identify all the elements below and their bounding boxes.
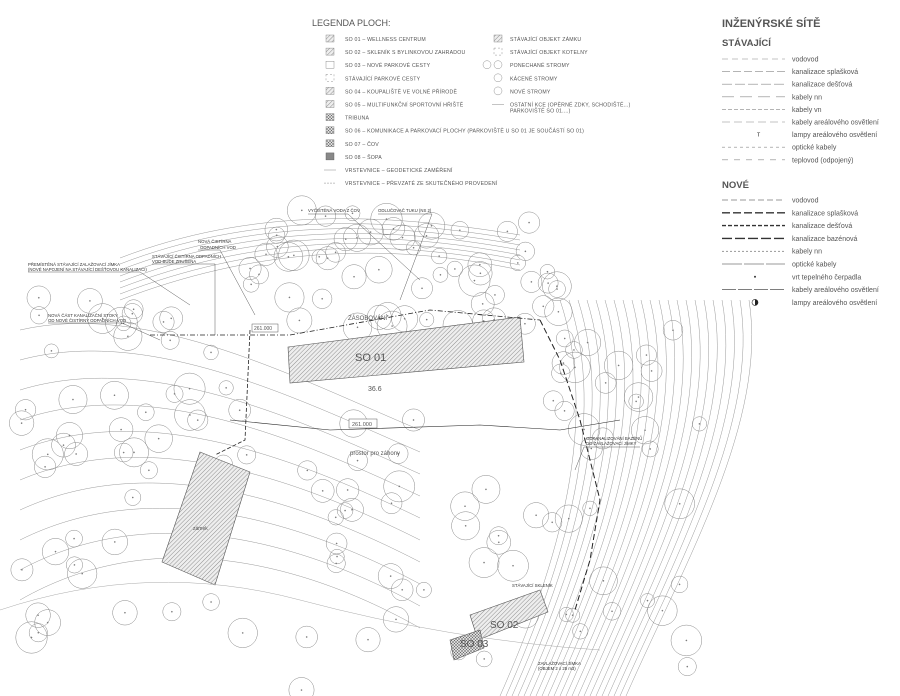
contour-lines xyxy=(20,219,752,696)
legend-item-label: SO 08 – ŠOPA xyxy=(345,154,382,161)
tree-center-icon xyxy=(572,615,573,616)
beds-label: prostor pro záhony xyxy=(350,451,401,457)
legend-network-item xyxy=(722,120,879,127)
tree-icon xyxy=(494,87,502,95)
legend-item-label: VRSTEVNICE – PŘEVZATÉ ZE SKUTEČNÉHO PROVEDENÍ xyxy=(345,181,498,188)
legend-network-label: vodovod xyxy=(792,56,819,64)
tree-center-icon xyxy=(251,284,252,285)
tree-center-icon xyxy=(289,297,290,298)
tree-center-icon xyxy=(197,420,198,421)
tree-center-icon xyxy=(127,336,128,337)
tree-center-icon xyxy=(399,486,400,487)
pattern-swatch-icon xyxy=(326,127,334,134)
hatch-swatch-icon xyxy=(326,48,334,55)
legend-item-label: STÁVAJÍCÍ OBJEKT ZÁMKU xyxy=(510,37,582,43)
legend-network-item xyxy=(722,94,822,101)
tree-center-icon xyxy=(568,518,569,519)
pattern-swatch-icon xyxy=(326,114,334,121)
tree-center-icon xyxy=(564,338,565,339)
tree-center-icon xyxy=(605,382,606,383)
callout: (OBJEM 2 x 25 m3) xyxy=(538,666,576,671)
legend-item xyxy=(326,127,584,135)
tree-center-icon xyxy=(392,325,393,326)
tree-center-icon xyxy=(566,614,567,615)
legend-item-label: SO 05 – MULTIFUNKČNÍ SPORTOVNÍ HŘIŠTĚ xyxy=(345,102,464,109)
legend-network-item xyxy=(722,223,852,230)
empty-swatch-icon xyxy=(326,61,334,68)
tree-center-icon xyxy=(647,600,648,601)
legend-item-label: STÁVAJÍCÍ OBJEKT KOTELNY xyxy=(510,50,588,57)
legend-item xyxy=(326,35,426,43)
tree-center-icon xyxy=(498,535,499,536)
tree-center-icon xyxy=(319,256,320,257)
legend-network-item xyxy=(722,157,854,164)
legend-network-label: kanalizace dešťová xyxy=(792,223,853,231)
tree-center-icon xyxy=(459,230,460,231)
tree-center-icon xyxy=(51,350,52,351)
legend-network-label: kabely areálového osvětlení xyxy=(792,119,879,127)
tree-center-icon xyxy=(21,569,22,570)
legend-item-label: TRIBUNA xyxy=(345,115,370,122)
legend-item-label: PARKOVIŠTĚ SO 01....) xyxy=(510,108,571,115)
level-label: 261.000 xyxy=(352,422,372,428)
tree-center-icon xyxy=(351,509,352,510)
hatch-swatch-icon xyxy=(494,35,502,42)
tree-center-icon xyxy=(357,460,358,461)
tree-center-icon xyxy=(524,323,525,324)
tree-center-icon xyxy=(114,541,115,542)
tree-center-icon xyxy=(618,365,619,366)
callout: NOVÁ ČÁST KANALIZAČNÍ STOKY xyxy=(48,313,118,318)
legend-item-label: SO 06 – KOMUNIKACE A PARKOVACÍ PLOCHY (PARKOVIŠTĚ U SO 01 JE SOUČÁSTÍ SO 01) xyxy=(345,128,585,135)
legend-network-item xyxy=(722,236,857,243)
legend-network-item xyxy=(722,198,819,205)
legend-item-label: SO 07 – ČOV xyxy=(345,141,379,148)
tree-center-icon xyxy=(158,438,159,439)
contour-line xyxy=(578,300,683,696)
legend-item xyxy=(326,61,431,69)
contour-line xyxy=(620,300,743,696)
tree-center-icon xyxy=(120,429,121,430)
contour-line xyxy=(584,300,692,696)
tree-center-icon xyxy=(573,349,574,350)
tree-center-icon xyxy=(494,294,495,295)
tree-center-icon xyxy=(335,252,336,253)
dashed-swatch-icon xyxy=(326,74,334,81)
tree-center-icon xyxy=(344,510,345,511)
tree-center-icon xyxy=(558,311,559,312)
tree-center-icon xyxy=(301,210,302,211)
legend-network-item xyxy=(752,299,877,307)
tree-center-icon xyxy=(31,637,32,638)
tree-center-icon xyxy=(464,506,465,507)
tree-center-icon xyxy=(307,470,308,471)
hatch-swatch-icon xyxy=(326,87,334,94)
tree-center-icon xyxy=(507,231,508,232)
tree-center-icon xyxy=(47,622,48,623)
legend-network-item xyxy=(722,249,822,256)
tree-center-icon xyxy=(133,452,134,453)
legend-network-item xyxy=(754,274,861,281)
tree-center-icon xyxy=(133,309,134,310)
tree-center-icon xyxy=(413,247,414,248)
tree-center-icon xyxy=(63,445,64,446)
tree-center-icon xyxy=(662,610,663,611)
legend-item xyxy=(326,48,465,56)
callout: STÁVAJÍCÍ ČISTÍRNA ODPADNÍCH xyxy=(152,254,222,259)
tree-center-icon xyxy=(423,589,424,590)
tree-center-icon xyxy=(325,216,326,217)
tree-icon xyxy=(494,74,502,82)
legend-network-label: vrt tepelného čerpadla xyxy=(792,274,862,282)
tree-center-icon xyxy=(38,315,39,316)
legend-item xyxy=(494,35,581,43)
tree-center-icon xyxy=(114,395,115,396)
legend-network-item xyxy=(722,82,852,89)
callout: ZAVLAŽOVACÍ JÍMKA xyxy=(538,661,581,666)
hatch-swatch-icon xyxy=(326,101,334,108)
tree-center-icon xyxy=(378,269,379,270)
tree-center-icon xyxy=(322,490,323,491)
legend-item-label: KÁCENÉ STROMY xyxy=(510,76,558,83)
tree-center-icon xyxy=(277,246,278,247)
tree-center-icon xyxy=(402,589,403,590)
tree-center-icon xyxy=(591,448,592,449)
tree-center-icon xyxy=(387,315,388,316)
tree-center-icon xyxy=(439,256,440,257)
tree-center-icon xyxy=(638,396,639,397)
tree-center-icon xyxy=(687,666,688,667)
tree-center-icon xyxy=(498,542,499,543)
contour-line xyxy=(590,300,700,696)
legend-item-label: VRSTEVNICE – GEODETICKÉ ZAMĚŘENÍ xyxy=(345,168,453,174)
tree-center-icon xyxy=(163,321,164,322)
tree-center-icon xyxy=(347,489,348,490)
legend-network-label: kabely nn xyxy=(792,94,822,102)
legend-network-item xyxy=(757,132,877,140)
legend-network-item xyxy=(722,69,858,76)
tree-center-icon xyxy=(603,580,604,581)
tree-center-icon xyxy=(580,631,581,632)
legend-network-label: kanalizace splašková xyxy=(792,210,859,218)
callout: VOD BUDE ZRUŠENA xyxy=(152,259,197,264)
tree-center-icon xyxy=(21,423,22,424)
callout: DO ZAVLAŽOVACÍ JÍMKY xyxy=(586,441,637,446)
hatch-swatch-icon xyxy=(326,35,334,42)
tree-center-icon xyxy=(132,497,133,498)
tree-center-icon xyxy=(265,254,266,255)
tree-center-icon xyxy=(276,229,277,230)
tree-icon xyxy=(494,61,502,69)
tree-center-icon xyxy=(189,414,190,415)
tree-center-icon xyxy=(74,564,75,565)
dashed-swatch-icon xyxy=(494,48,502,55)
legend-network-item xyxy=(722,107,822,114)
tree-center-icon xyxy=(345,239,346,240)
so02-label: SO 02 xyxy=(490,620,519,631)
tree-center-icon xyxy=(44,466,45,467)
legend-network-label: optické kabely xyxy=(792,144,837,152)
tree-center-icon xyxy=(293,255,294,256)
callout: STÁVAJÍCÍ SKLENÍK xyxy=(512,583,553,588)
legend-item-label: SO 04 – KOUPALIŠTĚ VE VOLNÉ PŘÍRODĚ xyxy=(345,89,458,96)
legend-item xyxy=(324,166,453,174)
legend-network-label: kanalizace splašková xyxy=(792,69,859,77)
callout: NOVÁ ČISTÍRNA xyxy=(198,239,232,244)
tree-center-icon xyxy=(583,429,584,430)
building-so02[interactable] xyxy=(470,590,548,640)
legend-areas xyxy=(312,18,631,187)
tree-center-icon xyxy=(483,562,484,563)
legend-network-item xyxy=(722,145,837,152)
so03-label: SO 03 xyxy=(460,639,489,650)
callout: VYČIŠTĚNÁ VODA Z ČOV xyxy=(308,208,360,213)
tree-center-icon xyxy=(543,306,544,307)
tree-center-icon xyxy=(564,410,565,411)
legend-new-title: NOVÉ xyxy=(722,180,749,191)
tree-center-icon xyxy=(679,503,680,504)
tree-center-icon xyxy=(426,235,427,236)
legend-item xyxy=(324,179,498,187)
callout: (NOVÉ NAPOJENÍ NA STÁVAJÍCÍ DEŠŤOVOU KANALIZACI) xyxy=(28,267,147,272)
level-label: 261.000 xyxy=(254,326,273,332)
tree-center-icon xyxy=(421,288,422,289)
tree-center-icon xyxy=(226,387,227,388)
tree-center-icon xyxy=(132,313,133,314)
zasobovani-label: ZÁSOBOVÁNÍ xyxy=(348,316,388,322)
tree-icon xyxy=(483,61,491,69)
building-castle[interactable] xyxy=(162,452,250,585)
callout: OD NOVÉ ČISTÍRNY ODPADNÍCH VOD xyxy=(48,318,127,323)
tree-center-icon xyxy=(552,522,553,523)
contour-line xyxy=(614,300,734,696)
legend-network-label: kanalizace dešťová xyxy=(792,81,853,89)
tree-center-icon xyxy=(536,515,537,516)
tree-center-icon xyxy=(301,689,302,690)
tree-center-icon xyxy=(699,423,700,424)
legend-network-label: teplovod (odpojený) xyxy=(792,157,854,165)
tree-center-icon xyxy=(531,281,532,282)
tree-center-icon xyxy=(426,319,427,320)
lamp-icon: ᴛ xyxy=(757,131,761,139)
legend-network-item xyxy=(722,57,819,64)
tree-center-icon xyxy=(485,489,486,490)
buildings xyxy=(162,317,548,660)
tree-center-icon xyxy=(589,508,590,509)
tree-center-icon xyxy=(370,231,371,232)
dimension-label: 36.6 xyxy=(368,386,382,393)
tree-center-icon xyxy=(336,543,337,544)
well-icon xyxy=(754,276,756,278)
tree-center-icon xyxy=(454,268,455,269)
legend-item xyxy=(326,101,464,109)
legend-network-label: kabely nn xyxy=(792,248,822,256)
tree-center-icon xyxy=(651,370,652,371)
tree-center-icon xyxy=(306,636,307,637)
tree-center-icon xyxy=(560,373,561,374)
tree-center-icon xyxy=(650,448,651,449)
tree-center-icon xyxy=(512,565,513,566)
tree-center-icon xyxy=(82,573,83,574)
tree-center-icon xyxy=(210,601,211,602)
callout: ODLUČOVAČ TUKU (NS 2) xyxy=(378,208,432,213)
tree-center-icon xyxy=(69,435,70,436)
contour-line xyxy=(626,300,752,696)
tree-center-icon xyxy=(413,419,414,420)
legend-item-label: OSTATNÍ KCE (OPĚRNÉ ZDKY, SCHODIŠTĚ...) xyxy=(510,102,631,109)
tree-center-icon xyxy=(547,271,548,272)
tree-center-icon xyxy=(482,303,483,304)
legend-item-label: SO 01 – WELLNESS CENTRUM xyxy=(345,37,426,43)
tree-center-icon xyxy=(672,330,673,331)
tree-center-icon xyxy=(171,611,172,612)
so01-label: SO 01 xyxy=(355,352,387,364)
legend-network-item xyxy=(722,262,837,269)
tree-center-icon xyxy=(644,430,645,431)
legend-item xyxy=(494,74,558,83)
legend-item xyxy=(494,87,551,96)
tree-center-icon xyxy=(89,300,90,301)
tree-center-icon xyxy=(646,354,647,355)
legend-item-label: STÁVAJÍCÍ PARKOVÉ CESTY xyxy=(345,76,421,83)
tree-center-icon xyxy=(587,342,588,343)
legend-existing-title: STÁVAJÍCÍ xyxy=(722,38,771,49)
tree-center-icon xyxy=(55,551,56,552)
tree-center-icon xyxy=(25,409,26,410)
tree-center-icon xyxy=(353,276,354,277)
legend-network-label: kanalizace bazénová xyxy=(792,235,858,243)
tree-center-icon xyxy=(336,556,337,557)
tree-center-icon xyxy=(47,454,48,455)
tree-center-icon xyxy=(210,352,211,353)
tree-center-icon xyxy=(402,237,403,238)
callout: ODPADNÍCH VOD xyxy=(200,245,236,250)
tree-center-icon xyxy=(148,470,149,471)
tree-center-icon xyxy=(239,410,240,411)
legend-item xyxy=(326,74,421,82)
tree-center-icon xyxy=(553,400,554,401)
tree-center-icon xyxy=(611,611,612,612)
tree-center-icon xyxy=(390,575,391,576)
legend-item xyxy=(326,140,379,148)
tree-center-icon xyxy=(636,401,637,402)
dark-swatch-icon xyxy=(326,153,334,160)
contour-line xyxy=(596,300,709,696)
tree-center-icon xyxy=(242,632,243,633)
tree-center-icon xyxy=(322,298,323,299)
tree-center-icon xyxy=(38,297,39,298)
legend-network-label: vodovod xyxy=(792,197,819,205)
legend-network-item xyxy=(722,287,879,294)
tree-center-icon xyxy=(367,639,368,640)
legend-item xyxy=(326,114,370,122)
tree-center-icon xyxy=(189,388,190,389)
legend-item xyxy=(326,87,457,95)
tree-center-icon xyxy=(465,525,466,526)
tree-center-icon xyxy=(574,367,575,368)
tree-center-icon xyxy=(525,251,526,252)
tree-center-icon xyxy=(395,619,396,620)
tree-icon xyxy=(289,677,314,696)
tree-center-icon xyxy=(484,658,485,659)
tree-center-icon xyxy=(124,612,125,613)
tree-center-icon xyxy=(391,503,392,504)
tree-center-icon xyxy=(563,362,564,363)
tree-center-icon xyxy=(76,453,77,454)
legend-item-label: SO 03 – NOVÉ PARKOVÉ CESTY xyxy=(345,63,431,70)
tree-center-icon xyxy=(480,273,481,274)
tree-center-icon xyxy=(357,327,358,328)
tree-center-icon xyxy=(145,412,146,413)
legend-network-label: optické kabely xyxy=(792,261,837,269)
tree-center-icon xyxy=(440,274,441,275)
legend-item xyxy=(494,48,588,56)
tree-center-icon xyxy=(170,340,171,341)
legend-item-label: SO 02 – SKLENÍK S BYLINKOVOU ZAHRADOU xyxy=(345,50,466,57)
tree-center-icon xyxy=(171,318,172,319)
legend-networks xyxy=(722,17,879,307)
tree-center-icon xyxy=(123,452,124,453)
legend-areas-title: LEGENDA PLOCH: xyxy=(312,18,391,28)
tree-center-icon xyxy=(431,225,432,226)
tree-center-icon xyxy=(72,399,73,400)
legend-network-label: kabely vn xyxy=(792,106,822,114)
legend-item-label: NOVÉ STROMY xyxy=(510,89,551,96)
tree-center-icon xyxy=(517,262,518,263)
tree-center-icon xyxy=(393,228,394,229)
callout: ODKANALIZOVÁNÍ BAZÉNŮ xyxy=(586,436,643,441)
building-so01[interactable] xyxy=(288,317,524,383)
legend-item xyxy=(492,101,631,115)
tree-center-icon xyxy=(474,280,475,281)
contour-line xyxy=(120,243,520,288)
legend-network-label: lampy areálového osvětlení xyxy=(792,132,878,140)
tree-center-icon xyxy=(479,264,480,265)
tree-center-icon xyxy=(249,268,250,269)
pattern-swatch-icon xyxy=(326,140,334,147)
tree-center-icon xyxy=(246,454,247,455)
tree-center-icon xyxy=(528,222,529,223)
legend-item xyxy=(326,153,382,161)
legend-networks-title: INŽENÝRSKÉ SÍTĚ xyxy=(722,18,821,30)
callout: PŘEMÍSTĚNÁ STÁVAJÍCÍ ZALAŽOVACÍ JÍMKA xyxy=(28,262,121,267)
legend-item xyxy=(483,61,570,70)
tree-center-icon xyxy=(679,584,680,585)
legend-item-label: PONECHANÉ STROMY xyxy=(510,63,570,70)
tree-center-icon xyxy=(548,283,549,284)
castle-label: zámek xyxy=(193,526,208,532)
tree-center-icon xyxy=(288,256,289,257)
tree-center-icon xyxy=(686,640,687,641)
tree-center-icon xyxy=(73,538,74,539)
legend-network-label: lampy areálového osvětlení xyxy=(792,299,878,307)
legend-network-label: kabely areálového osvětlení xyxy=(792,287,879,295)
tree-center-icon xyxy=(299,320,300,321)
tree-center-icon xyxy=(335,517,336,518)
legend-network-item xyxy=(722,210,858,217)
